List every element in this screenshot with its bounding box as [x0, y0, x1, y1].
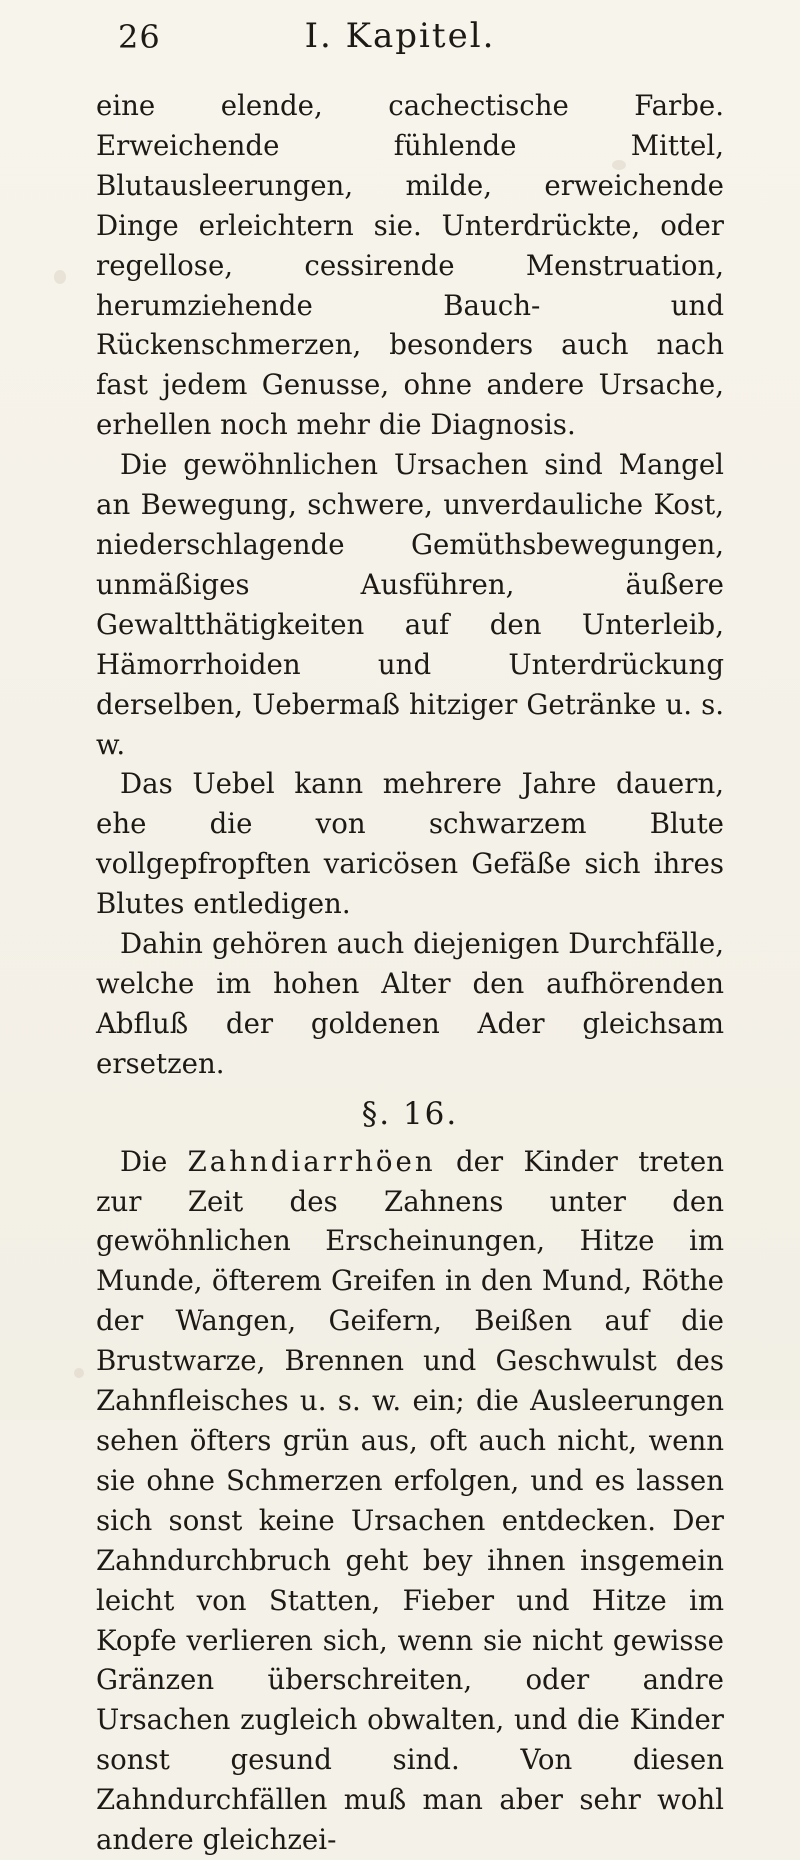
- page-number: 26: [118, 18, 161, 56]
- paragraph-1: eine elende, cachectische Farbe. Erweichende fühlende Mittel, Blutausleerungen, milde, erweichende Dinge erleichtern sie. Unterdrückte, oder regellose, cessirende Menstruation, herumziehende Bauch- und Rückenschmerzen, besonders auch nach fast jedem Genusse, ohne andere Ursache, erhellen noch mehr die Diagnosis.: [96, 89, 724, 442]
- section-term: Zahndiarrhöen: [187, 1144, 436, 1178]
- body-text: [96, 86, 724, 1860]
- paragraph-4: Dahin gehören auch diejenigen Durchfälle, welche im hohen Alter den aufhörenden Abfluß der goldenen Ader gleichsam ersetzen.: [96, 927, 724, 1080]
- paragraph-2: Die gewöhnlichen Ursachen sind Mangel an Bewegung, schwere, unverdauliche Kost, niederschlagende Gemüthsbewegungen, unmäßiges Ausführen, äußere Gewaltthätigkeiten auf den Unterleib, Hämorrhoiden und Unterdrückung derselben, Uebermaß hitziger Getränke u. s. w.: [96, 448, 724, 761]
- section-rest: der Kinder treten zur Zeit des Zahnens unter den gewöhnlichen Erscheinungen, Hitze im Munde, öfterem Greifen in den Mund, Röthe der Wangen, Geifern, Beißen auf die Brustwarze, Brennen und Geschwulst des Zahnfleisches u. s. w. ein; die Ausleerungen sehen öfters grün aus, oft auch nicht, wenn sie ohne Schmerzen erfolgen, und es lassen sich sonst keine Ursachen entdecken. Der Zahndurchbruch geht bey ihnen insgemein leicht von Statten, Fieber und Hitze im Kopfe verlieren sich, wenn sie nicht gewisse Gränzen überschreiten, oder andre Ursachen zugleich obwalten, und die Kinder sonst gesund sind. Von diesen Zahndurchfällen muß man aber sehr wohl andere gleichzei-: [96, 1144, 724, 1857]
- paragraph-3: Das Uebel kann mehrere Jahre dauern, ehe die von schwarzem Blute vollgepfropften varicösen Gefäße sich ihres Blutes entledigen.: [96, 767, 724, 921]
- section-number: §. 16.: [361, 1095, 459, 1132]
- paper-stain: [74, 1368, 84, 1378]
- page-header: [96, 14, 704, 64]
- section-lead: Die: [120, 1144, 168, 1178]
- running-head: I. Kapitel.: [304, 16, 496, 56]
- section-paragraph: [96, 1142, 724, 1860]
- paper-stain: [54, 270, 66, 284]
